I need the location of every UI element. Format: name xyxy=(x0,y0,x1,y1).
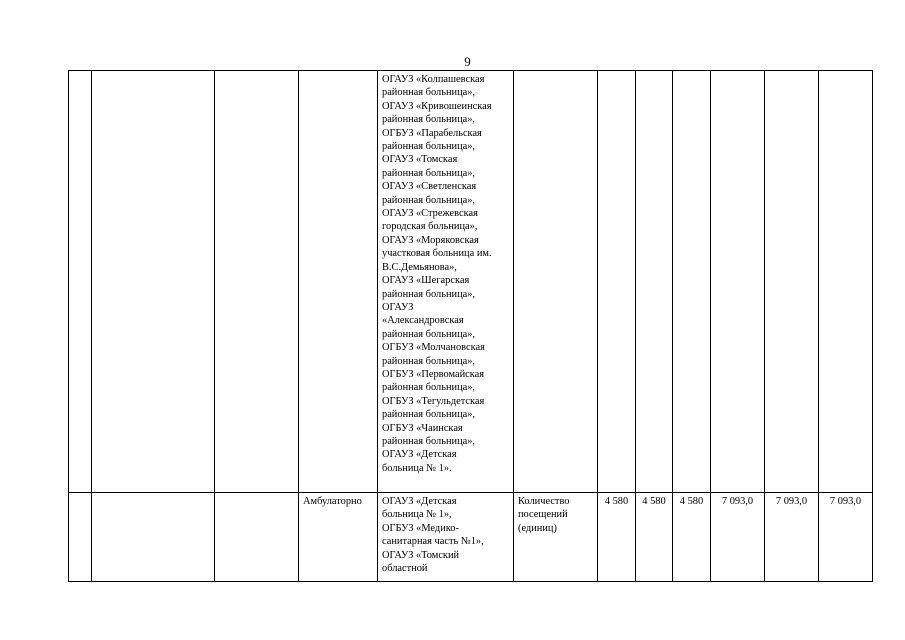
cell-organizations xyxy=(378,493,514,582)
table-row xyxy=(69,493,873,582)
organizations-list: ОГАУЗ «Колпашевская районная больница», ОГАУЗ «Кривошеинская районная больница», ОГБУЗ «Парабельская районная больница», ОГАУЗ «Томская районная больница», ОГАУЗ «Светленская районная больница», ОГАУЗ «Стрежевская городская больница», ОГАУЗ «Моряковская участковая больница им. В.С.Демьянова», ОГАУЗ «Шегарская районная больница», ОГАУЗ «Александровская районная больница», ОГБУЗ «Молчановская районная больница», ОГБУЗ «Первомайская районная больница», ОГБУЗ «Тегульдетская районная больница», ОГБУЗ «Чаинская районная больница», ОГАУЗ «Детская больница № 1». xyxy=(382,74,492,474)
cell-organizations xyxy=(378,71,514,493)
cell-name xyxy=(92,71,215,493)
cell-value xyxy=(636,71,673,493)
cell-profile xyxy=(215,493,299,582)
cell-value xyxy=(765,71,819,493)
table-row xyxy=(69,71,873,493)
cell-number xyxy=(69,71,92,493)
cell-profile xyxy=(215,71,299,493)
cell-value xyxy=(598,71,636,493)
cell-condition: Амбулаторно xyxy=(299,493,378,582)
services-table xyxy=(68,70,873,582)
cell-value: 7 093,0 xyxy=(711,493,765,582)
cell-name xyxy=(92,493,215,582)
cell-value: 7 093,0 xyxy=(819,493,873,582)
cell-value xyxy=(673,71,711,493)
cell-value: 7 093,0 xyxy=(765,493,819,582)
indicator-text: Количество посещений (единиц) xyxy=(518,496,570,534)
page-number: 9 xyxy=(464,54,471,69)
cell-condition xyxy=(299,71,378,493)
cell-number xyxy=(69,493,92,582)
cell-value xyxy=(819,71,873,493)
cell-value: 4 580 xyxy=(673,493,711,582)
cell-value: 4 580 xyxy=(598,493,636,582)
organizations-list: ОГАУЗ «Детская больница № 1», ОГБУЗ «Медико- санитарная часть №1», ОГАУЗ «Томский областной xyxy=(382,496,484,575)
cell-value xyxy=(711,71,765,493)
cell-value: 4 580 xyxy=(636,493,673,582)
cell-indicator xyxy=(514,71,598,493)
cell-indicator xyxy=(514,493,598,582)
